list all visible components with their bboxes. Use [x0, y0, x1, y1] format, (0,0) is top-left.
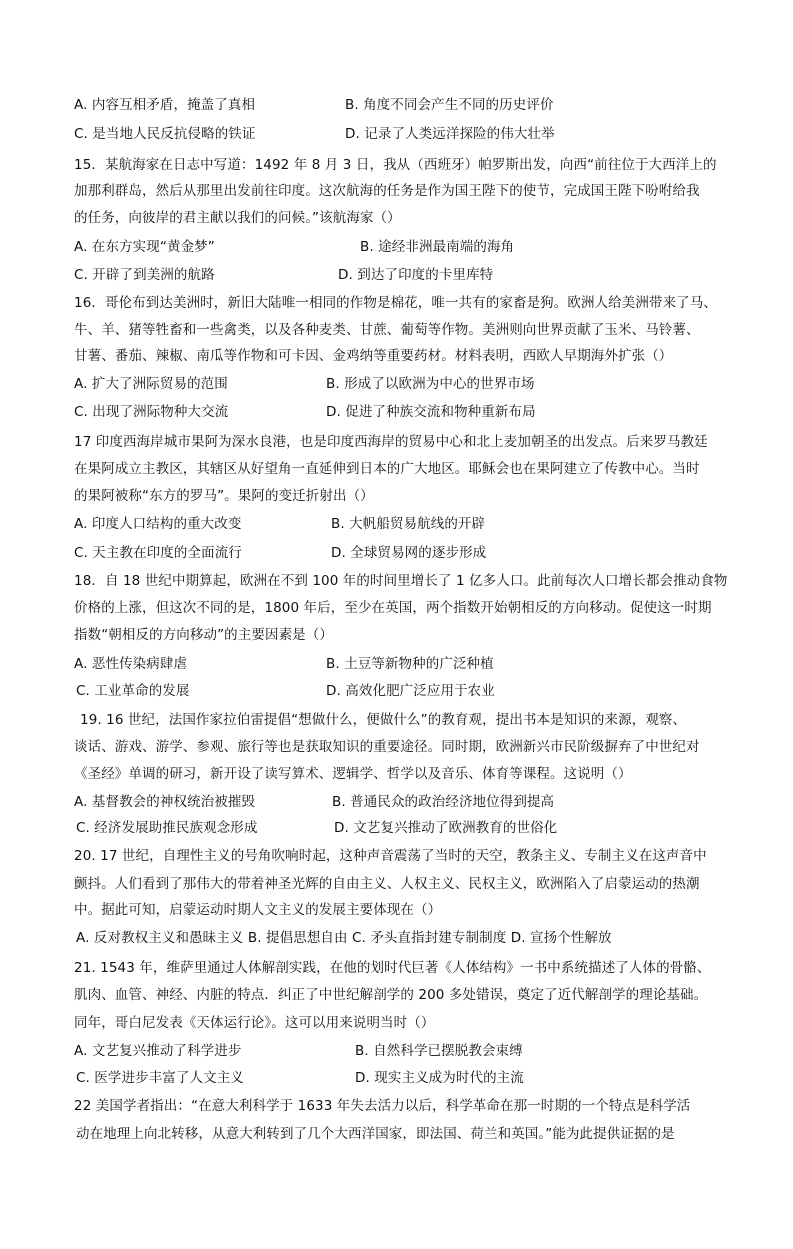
q21-option-d: D. 现实主义成为时代的主流: [355, 1070, 524, 1086]
q17-option-a: A. 印度人口结构的重大改变: [74, 516, 242, 532]
q20-stem-line-1: 20. 17 世纪，自理性主义的号角吹响时起，这种声音震荡了当时的天空，教条主义、专制主义在这声音中: [74, 848, 707, 864]
q18-option-a: A. 恶性传染病肆虐: [74, 656, 188, 672]
q18-option-b: B. 土豆等新物种的广泛种植: [326, 656, 494, 672]
q15-stem-line-1: 15．某航海家在日志中写道：1492 年 8 月 3 日，我从（西班牙）帕罗斯出发，向西“前往位于大西洋上的: [74, 157, 717, 173]
q19-option-a: A. 基督教会的神权统治被摧毁: [74, 794, 256, 810]
q15-stem-line-3: 的任务，向彼岸的君主献以我们的问候。”该航海家（）: [74, 210, 401, 226]
q18-stem-line-1: 18．自 18 世纪中期算起，欧洲在不到 100 年的时间里增长了 1 亿多人口。此前每次人口增长都会推动食物: [74, 573, 728, 589]
q19-option-c: C. 经济发展助推民族观念形成: [76, 820, 258, 836]
q17-option-d: D. 全球贸易网的逐步形成: [331, 545, 487, 561]
q19-stem-line-3: 《圣经》单调的研习，新开设了读写算术、逻辑学、哲学以及音乐、体育等课程。这说明（）: [74, 766, 632, 782]
q22-stem-line-2: 动在地理上向北转移，从意大利转到了几个大西洋国家，即法国、荷兰和英国。”能为此提供证据的是: [76, 1126, 675, 1142]
q16-stem-line-3: 甘薯、番茄、辣椒、南瓜等作物和可卡因、金鸡纳等重要药材。材料表明，西欧人早期海外扩张（）: [74, 348, 673, 364]
q14-option-d: D. 记录了人类远洋探险的伟大壮举: [345, 126, 555, 142]
q14-option-c: C. 是当地人民反抗侵略的铁证: [74, 126, 256, 142]
q16-option-d: D. 促进了种族交流和物种重新布局: [326, 404, 536, 420]
q18-stem-line-3: 指数“朝相反的方向移动”的主要因素是（）: [74, 627, 333, 643]
q18-stem-line-2: 价格的上涨，但这次不同的是，1800 年后，至少在英国，两个指数开始朝相反的方向移动。促使这一时期: [74, 600, 712, 616]
q20-stem-line-3: 中。据此可知，启蒙运动时期人文主义的发展主要体现在（）: [74, 902, 442, 918]
q19-stem-line-2: 谈话、游戏、游学、参观、旅行等也是获取知识的重要途径。同时期，欧洲新兴市民阶级摒弃了中世纪对: [74, 739, 700, 755]
q21-stem-line-2: 肌肉、血管、神经、内脏的特点．纠正了中世纪解剖学的 200 多处错误，奠定了近代解剖学的理论基础。: [74, 987, 708, 1003]
q19-option-d: D. 文艺复兴推动了欧洲教育的世俗化: [334, 820, 558, 836]
q17-stem-line-2: 在果阿成立主教区，其辖区从好望角一直延伸到日本的广大地区。耶稣会也在果阿建立了传教中心。当时: [74, 461, 700, 477]
q15-option-b: B. 途经非洲最南端的海角: [360, 239, 515, 255]
q14-option-b: B. 角度不同会产生不同的历史评价: [345, 97, 554, 113]
q21-option-b: B. 自然科学已摆脱教会束缚: [355, 1043, 523, 1059]
q18-option-d: D. 高效化肥广泛应用于农业: [326, 683, 495, 699]
q21-stem-line-1: 21. 1543 年，维萨里通过人体解剖实践，在他的划时代巨著《人体结构》一书中系统描述了人体的骨骼、: [74, 960, 711, 976]
q17-stem-line-3: 的果阿被称“东方的罗马”。果阿的变迁折射出（）: [74, 488, 374, 504]
q16-option-a: A. 扩大了洲际贸易的范围: [74, 376, 228, 392]
q16-option-b: B. 形成了以欧洲为中心的世界市场: [326, 376, 535, 392]
q15-option-c: C. 开辟了到美洲的航路: [74, 267, 215, 283]
q17-option-b: B. 大帆船贸易航线的开辟: [331, 516, 486, 532]
q22-stem-line-1: 22 美国学者指出：“在意大利科学于 1633 年失去活力以后，科学革命在那一时期的一个特点是科学活: [74, 1098, 691, 1114]
q21-option-c: C. 医学进步丰富了人文主义: [76, 1070, 244, 1086]
q16-stem-line-2: 牛、羊、猪等牲畜和一些禽类，以及各种麦类、甘蔗、葡萄等作物。美洲则向世界贡献了玉米、马铃薯、: [74, 322, 700, 338]
q19-stem-line-1: 19. 16 世纪，法国作家拉伯雷提倡“想做什么，便做什么”的教育观，提出书本是知识的来源，观察、: [80, 712, 687, 728]
q15-option-d: D. 到达了印度的卡里库特: [338, 267, 494, 283]
q20-stem-line-2: 颤抖。人们看到了那伟大的带着神圣光辉的自由主义、人权主义、民权主义，欧洲陷入了启蒙运动的热潮: [74, 876, 700, 892]
q15-stem-line-2: 加那利群岛，然后从那里出发前往印度。这次航海的任务是作为国王陛下的使节，完成国王陛下吩咐给我: [74, 183, 700, 199]
q20-options: A. 反对教权主义和愚昧主义 B. 提倡思想自由 C. 矛头直指封建专制制度 D. 宣扬个性解放: [76, 930, 612, 946]
q17-stem-line-1: 17 印度西海岸城市果阿为深水良港，也是印度西海岸的贸易中心和北上麦加朝圣的出发点。后来罗马教廷: [74, 434, 708, 450]
q15-option-a: A. 在东方实现“黄金梦”: [74, 239, 215, 255]
q17-option-c: C. 天主教在印度的全面流行: [74, 545, 242, 561]
q16-stem-line-1: 16．哥伦布到达美洲时，新旧大陆唯一相同的作物是棉花，唯一共有的家畜是狗。欧洲人给美洲带来了马、: [74, 295, 717, 311]
q14-option-a: A. 内容互相矛盾，掩盖了真相: [74, 97, 256, 113]
q19-option-b: B. 普通民众的政治经济地位得到提高: [332, 794, 555, 810]
q21-stem-line-3: 同年，哥白尼发表《天体运行论》。这可以用来说明当时（）: [74, 1015, 435, 1031]
q18-option-c: C. 工业革命的发展: [76, 683, 190, 699]
q21-option-a: A. 文艺复兴推动了科学进步: [74, 1043, 242, 1059]
q16-option-c: C. 出现了洲际物种大交流: [74, 404, 229, 420]
